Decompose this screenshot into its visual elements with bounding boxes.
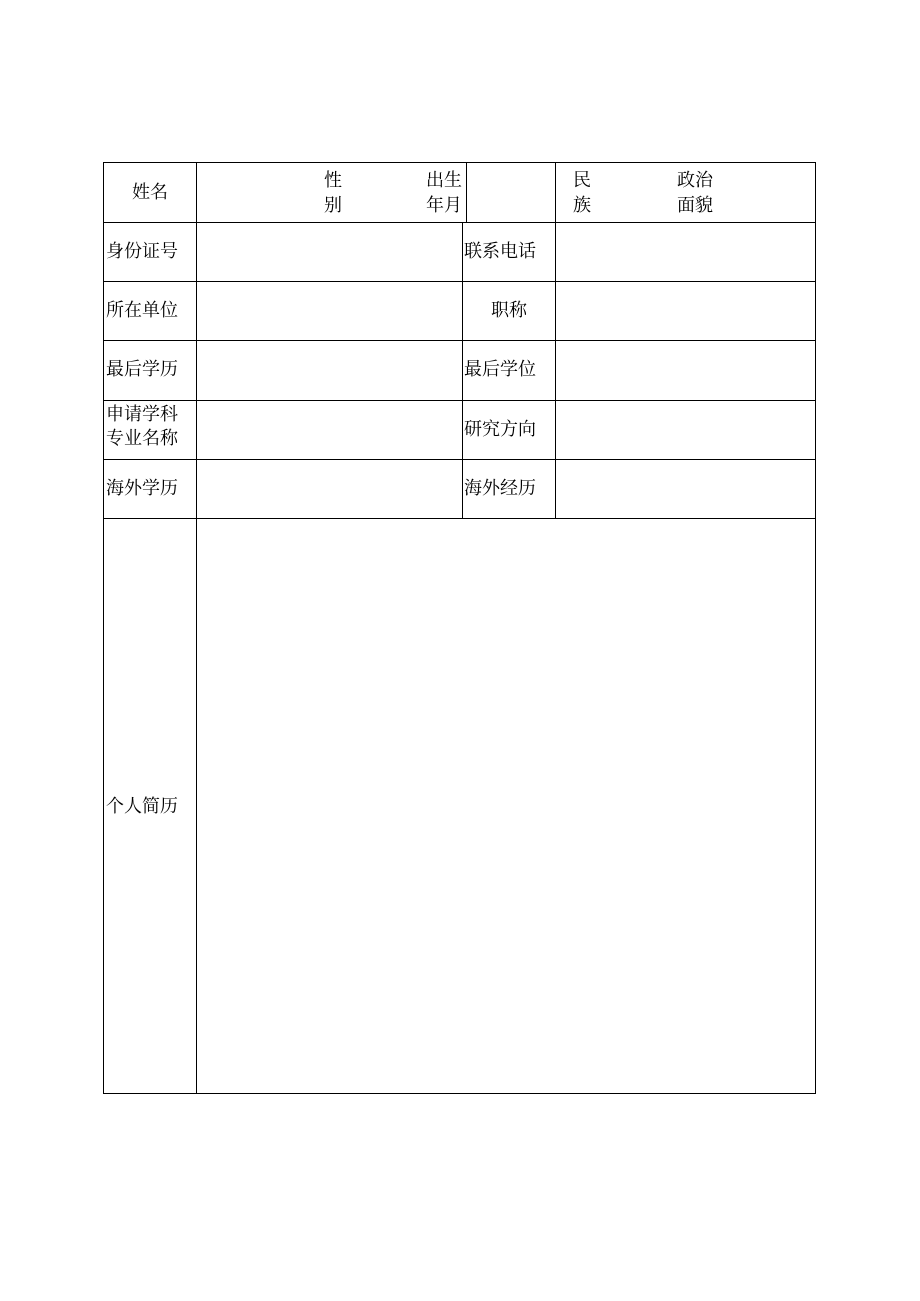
- phone-label: 联系电话: [464, 241, 536, 262]
- education-label: 最后学历: [106, 359, 178, 380]
- research-direction-input-cell[interactable]: [556, 401, 815, 459]
- resume-input-cell[interactable]: [197, 519, 815, 1093]
- overseas-education-input-cell[interactable]: [197, 460, 462, 518]
- degree-label: 最后学位: [464, 359, 536, 380]
- major-label-line2: 专业名称: [106, 428, 178, 449]
- id-number-input-cell[interactable]: [197, 223, 462, 281]
- education-input-cell[interactable]: [197, 341, 462, 400]
- ethnicity-input-cell[interactable]: [596, 163, 674, 222]
- gender-label-line2: 别: [324, 195, 342, 216]
- name-input-cell[interactable]: [197, 163, 316, 222]
- political-input-cell[interactable]: [716, 163, 815, 222]
- application-form-table: [103, 162, 816, 1094]
- degree-input-cell[interactable]: [556, 341, 815, 400]
- ethnicity-label-line2: 族: [573, 195, 591, 216]
- birth-label-line2: 年月: [426, 195, 462, 216]
- birth-label-line1: 出生: [426, 170, 462, 191]
- major-input-cell[interactable]: [197, 401, 462, 459]
- major-label-line1: 申请学科: [106, 404, 178, 425]
- job-title-label: 职称: [491, 300, 527, 321]
- name-label: 姓名: [132, 182, 168, 203]
- overseas-education-label: 海外学历: [106, 478, 178, 499]
- ethnicity-label-line1: 民: [573, 170, 591, 191]
- overseas-experience-input-cell[interactable]: [556, 460, 815, 518]
- id-number-label: 身份证号: [106, 241, 178, 262]
- column-divider: [462, 222, 463, 518]
- resume-label: 个人简历: [106, 796, 178, 817]
- phone-input-cell[interactable]: [556, 223, 815, 281]
- employer-label: 所在单位: [106, 300, 178, 321]
- birth-input-cell[interactable]: [467, 163, 555, 222]
- gender-label-line1: 性: [324, 170, 342, 191]
- political-label-line1: 政治: [677, 170, 713, 191]
- research-direction-label: 研究方向: [464, 419, 536, 440]
- overseas-experience-label: 海外经历: [464, 478, 536, 499]
- gender-input-cell[interactable]: [344, 163, 424, 222]
- political-label-line2: 面貌: [677, 195, 713, 216]
- employer-input-cell[interactable]: [197, 282, 462, 340]
- job-title-input-cell[interactable]: [556, 282, 815, 340]
